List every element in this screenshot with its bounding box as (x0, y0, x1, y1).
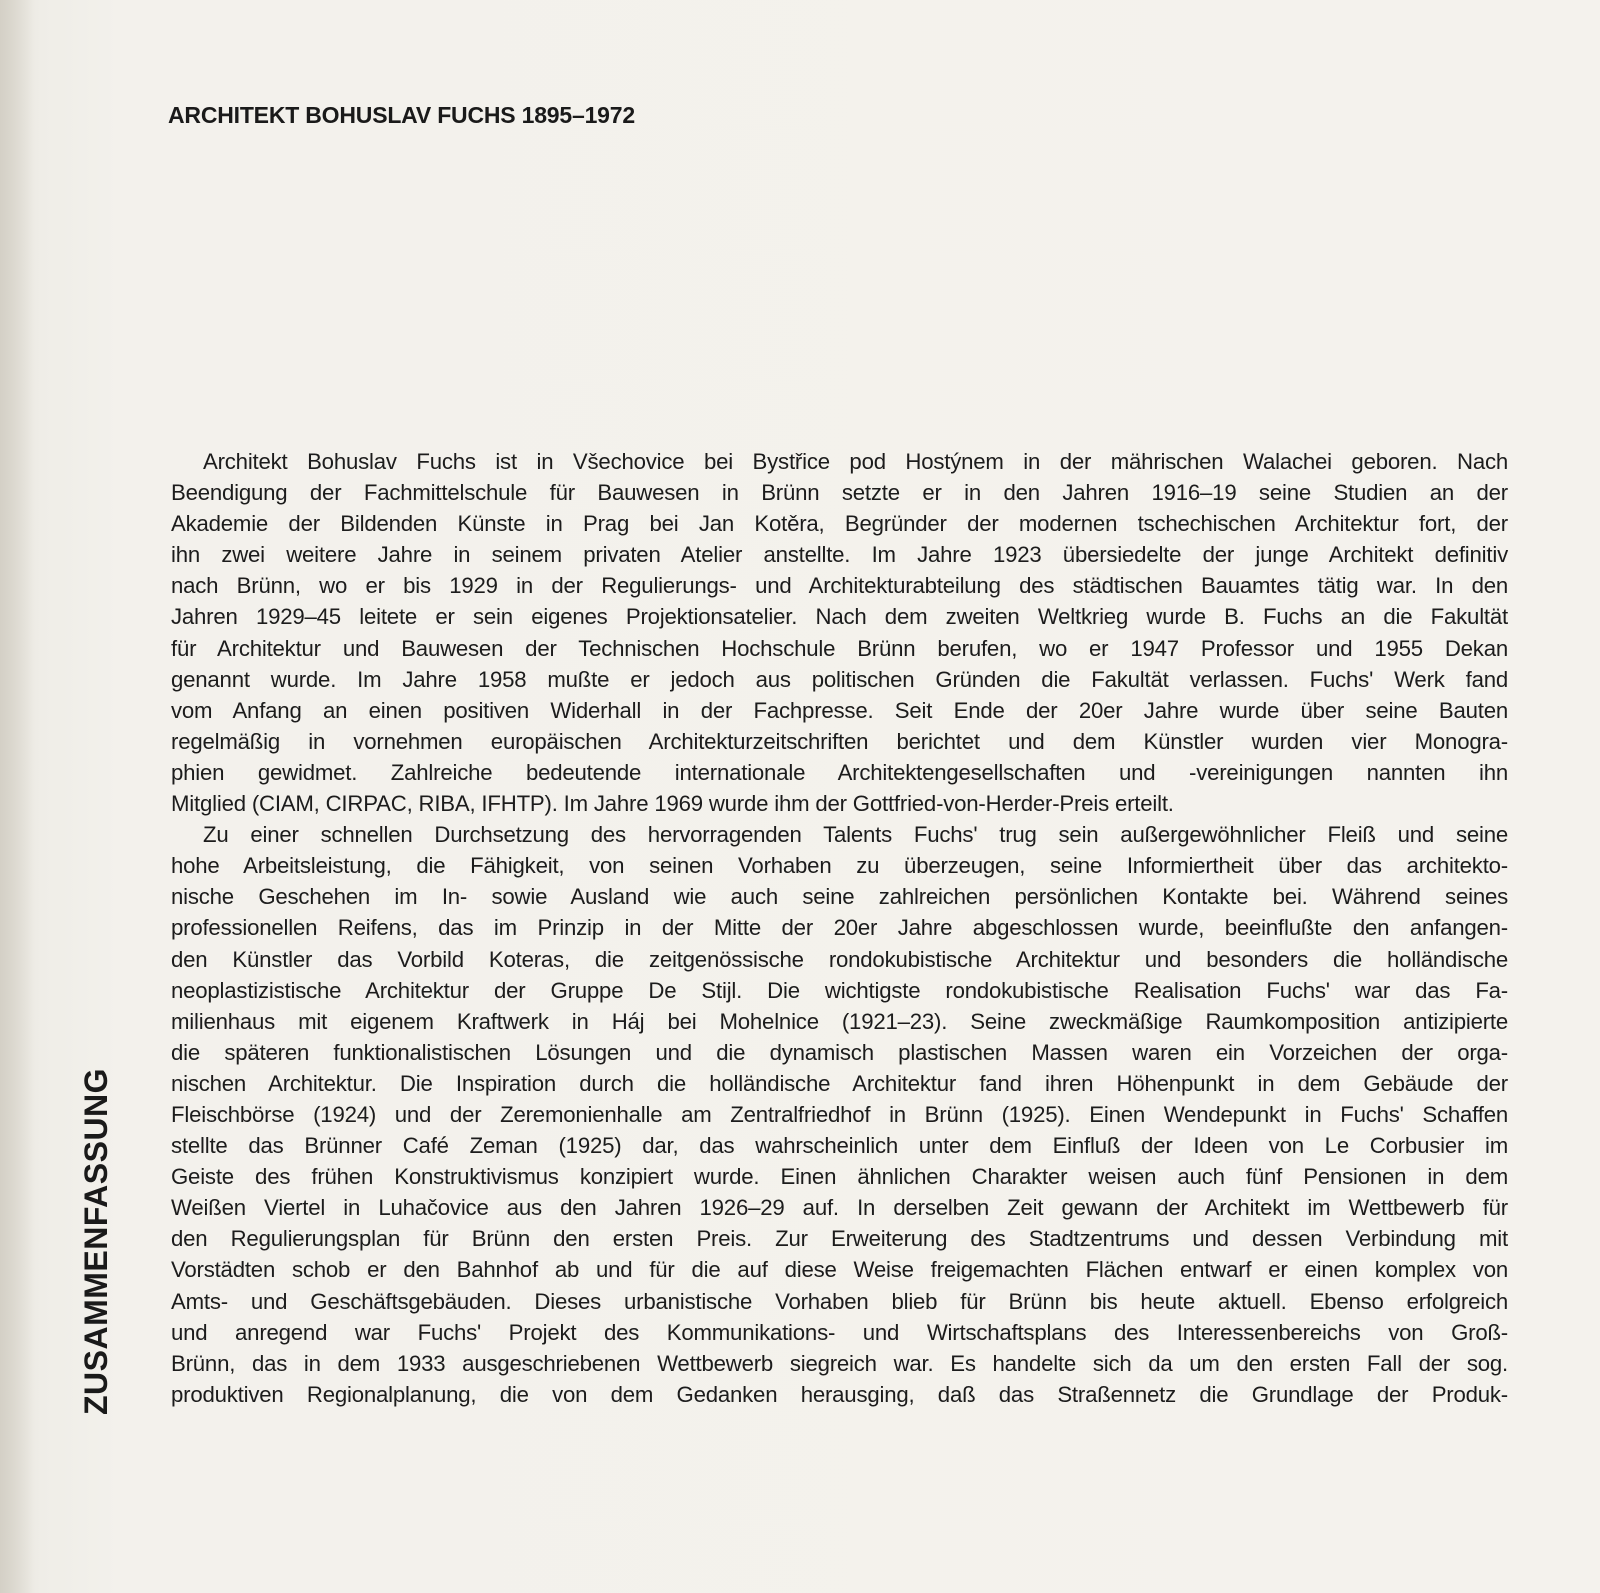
text-line: und anregend war Fuchs' Projekt des Kommunikations- und Wirtschaftsplans des Interessenbereichs von Groß- (171, 1319, 1508, 1345)
text-line: neoplastizistische Architektur der Gruppe De Stijl. Die wichtigste rondokubistische Realisation Fuchs' war das Fa- (171, 977, 1508, 1003)
text-line: den Künstler das Vorbild Koteras, die zeitgenössische rondokubistische Architektur und besonders die holländische (171, 946, 1508, 972)
text-line: Weißen Viertel in Luhačovice aus den Jahren 1926–29 auf. In derselben Zeit gewann der Architekt im Wettbewerb für (171, 1195, 1508, 1221)
text-line: Beendigung der Fachmittelschule für Bauwesen in Brünn setzte er in den Jahren 1916–19 seine Studien an der (171, 480, 1508, 506)
text-line: stellte das Brünner Café Zeman (1925) dar, das wahrscheinlich unter dem Einfluß der Ideen von Le Corbusier im (171, 1133, 1508, 1159)
text-line: regelmäßig in vornehmen europäischen Architekturzeitschriften berichtet und dem Künstler wurden vier Monogra- (171, 728, 1508, 754)
text-line: professionellen Reifens, das im Prinzip in der Mitte der 20er Jahre abgeschlossen wurde, beeinflußte den anfangen- (171, 915, 1508, 941)
paragraph-1 (171, 446, 1508, 819)
text-line: hohe Arbeitsleistung, die Fähigkeit, von seinen Vorhaben zu überzeugen, seine Informiertheit über das architekto- (171, 853, 1508, 879)
body-text (171, 446, 1508, 1410)
text-line: genannt wurde. Im Jahre 1958 mußte er jedoch aus politischen Gründen die Fakultät verlassen. Fuchs' Werk fand (171, 666, 1508, 692)
text-line: Vorstädten schob er den Bahnhof ab und für die auf diese Weise freigemachten Flächen entwarf er einen komplex von (171, 1257, 1508, 1283)
text-line: ihn zwei weitere Jahre in seinem privaten Atelier anstellte. Im Jahre 1923 übersiedelte der junge Architekt definitiv (171, 542, 1508, 568)
text-line: für Architektur und Bauwesen der Technischen Hochschule Brünn berufen, wo er 1947 Professor und 1955 Dekan (171, 635, 1508, 661)
paragraph-2 (171, 819, 1508, 1410)
text-line: nische Geschehen im In- sowie Ausland wie auch seine zahlreichen persönlichen Kontakte bei. Während seines (171, 884, 1508, 910)
text-line: Brünn, das in dem 1933 ausgeschriebenen Wettbewerb siegreich war. Es handelte sich da um den ersten Fall der sog. (171, 1350, 1508, 1376)
text-line: Akademie der Bildenden Künste in Prag bei Jan Kotěra, Begründer der modernen tschechischen Architektur fort, der (171, 511, 1508, 537)
text-line: Jahren 1929–45 leitete er sein eigenes Projektionsatelier. Nach dem zweiten Weltkrieg wurde B. Fuchs an die Fakultät (171, 604, 1508, 630)
text-line: den Regulierungsplan für Brünn den ersten Preis. Zur Erweiterung des Stadtzentrums und dessen Verbindung mit (171, 1226, 1508, 1252)
text-line: Amts- und Geschäftsgebäuden. Dieses urbanistische Vorhaben blieb für Brünn bis heute aktuell. Ebenso erfolgreich (171, 1288, 1508, 1314)
text-line: milienhaus mit eigenem Kraftwerk in Háj bei Mohelnice (1921–23). Seine zweckmäßige Raumkomposition antizipierte (171, 1008, 1508, 1034)
text-line: Geiste des frühen Konstruktivismus konzipiert wurde. Einen ähnlichen Charakter weisen auch fünf Pensionen in dem (171, 1164, 1508, 1190)
text-line: Fleischbörse (1924) und der Zeremonienhalle am Zentralfriedhof in Brünn (1925). Einen Wendepunkt in Fuchs' Schaffen (171, 1101, 1508, 1127)
text-line: die späteren funktionalistischen Lösungen und die dynamisch plastischen Massen waren ein Vorzeichen der orga- (171, 1039, 1508, 1065)
binding-shadow (0, 0, 34, 1593)
text-line: Mitglied (CIAM, CIRPAC, RIBA, IFHTP). Im Jahre 1969 wurde ihm der Gottfried-von-Herder-Preis erteilt. (171, 791, 1174, 817)
section-label-vertical: ZUSAMMENFASSUNG (78, 1067, 114, 1415)
text-line: nischen Architektur. Die Inspiration durch die holländische Architektur fand ihren Höhenpunkt in dem Gebäude der (171, 1070, 1508, 1096)
text-line: Architekt Bohuslav Fuchs ist in Všechovice bei Bystřice pod Hostýnem in der mährischen Walachei geboren. Nach (203, 449, 1508, 474)
text-line: nach Brünn, wo er bis 1929 in der Regulierungs- und Architekturabteilung des städtischen Bauamtes tätig war. In den (171, 573, 1508, 599)
text-line: vom Anfang an einen positiven Widerhall in der Fachpresse. Seit Ende der 20er Jahre wurde über seine Bauten (171, 697, 1508, 723)
page-title: ARCHITEKT BOHUSLAV FUCHS 1895–1972 (168, 102, 635, 128)
text-line: Zu einer schnellen Durchsetzung des hervorragenden Talents Fuchs' trug sein außergewöhnlicher Fleiß und seine (203, 822, 1508, 848)
text-line: produktiven Regionalplanung, die von dem Gedanken herausging, daß das Straßennetz die Grundlage der Produk- (171, 1381, 1508, 1407)
text-line: phien gewidmet. Zahlreiche bedeutende internationale Architektengesellschaften und -vereinigungen nannten ihn (171, 759, 1508, 785)
